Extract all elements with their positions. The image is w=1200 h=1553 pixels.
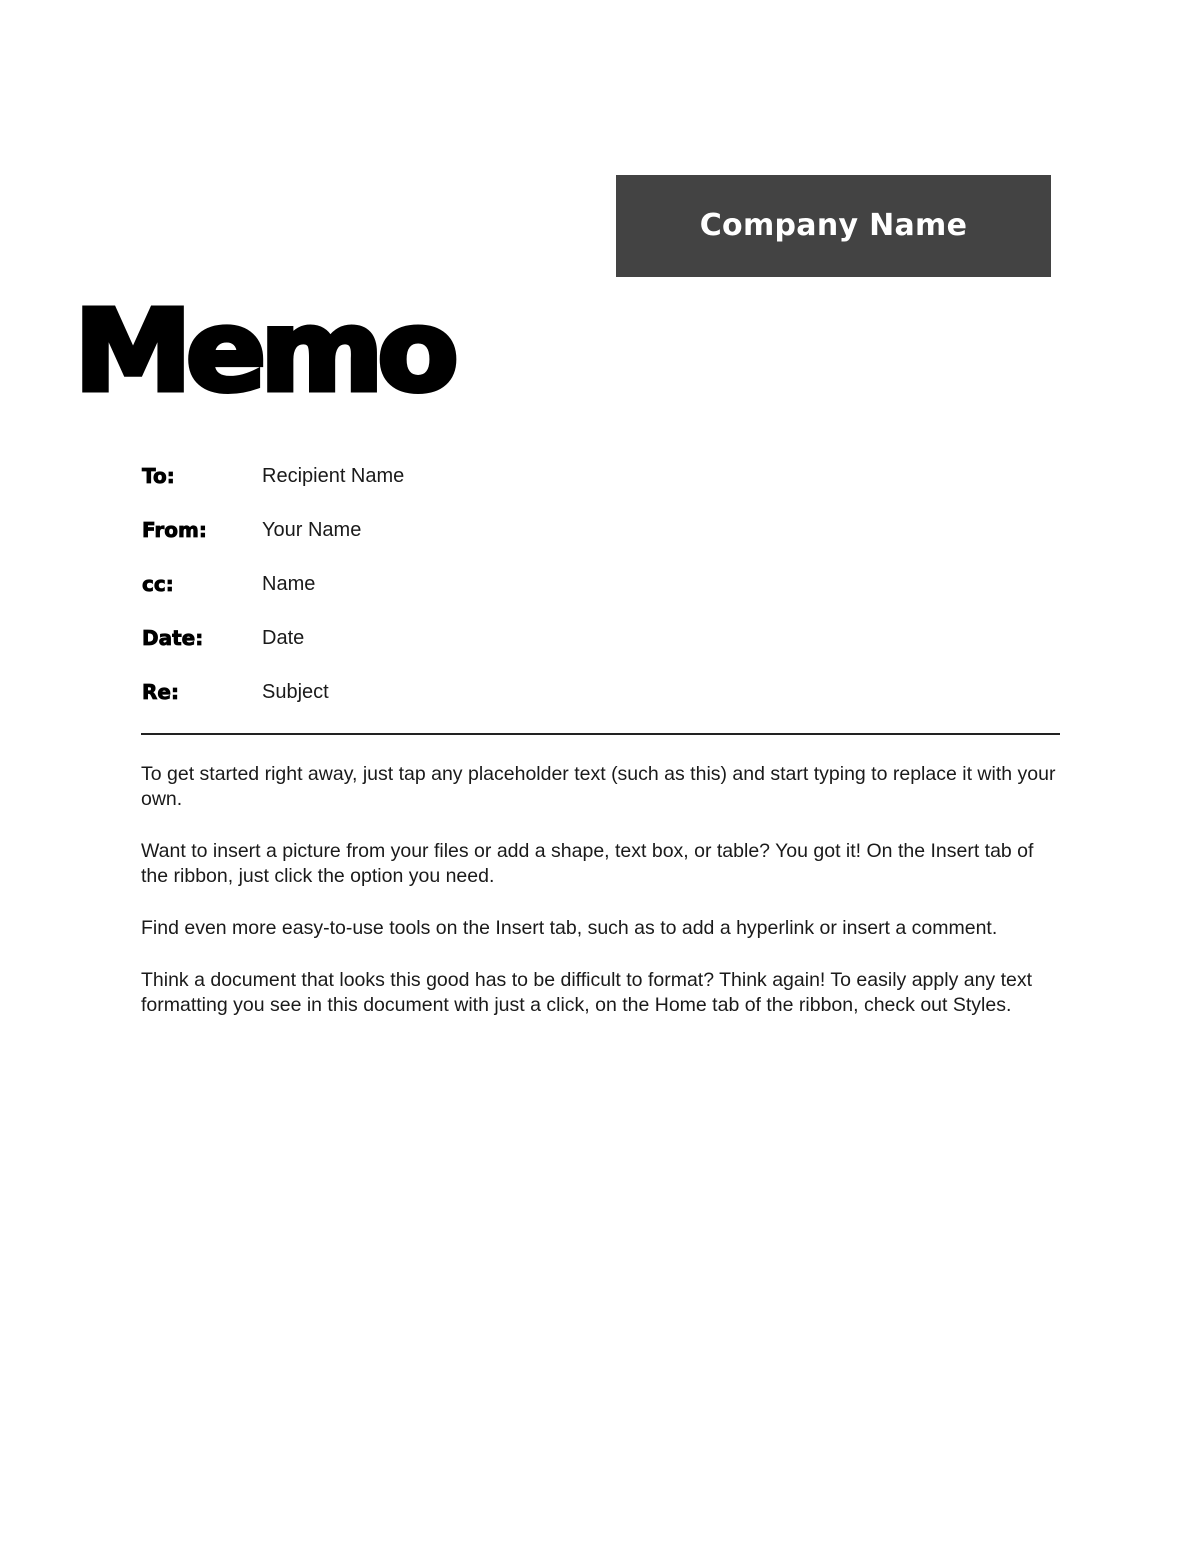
cc-value[interactable]: Name xyxy=(262,573,316,595)
memo-body xyxy=(141,762,1061,1045)
cc-field-row xyxy=(142,570,842,624)
from-value[interactable]: Your Name xyxy=(262,519,362,541)
re-label: Re: xyxy=(142,680,179,704)
header-divider xyxy=(141,733,1060,735)
memo-header-fields xyxy=(142,462,842,732)
company-name-banner[interactable] xyxy=(616,175,1051,277)
date-label: Date: xyxy=(142,626,204,650)
date-field-row xyxy=(142,624,842,678)
body-paragraph[interactable]: Think a document that looks this good has to be difficult to format? Think again! To easily apply any text formatting you see in this document with just a click, on the Home tab of the ribbon, check out Styles. xyxy=(141,969,1033,1016)
to-label: To: xyxy=(142,464,175,488)
to-value[interactable]: Recipient Name xyxy=(262,465,405,487)
memo-title: Memo xyxy=(74,287,453,417)
date-value[interactable]: Date xyxy=(262,627,305,649)
from-label: From: xyxy=(142,518,207,542)
re-field-row xyxy=(142,678,842,732)
to-field-row xyxy=(142,462,842,516)
body-paragraph[interactable]: Want to insert a picture from your files or add a shape, text box, or table? You got it! On the Insert tab of the ribbon, just click the option you need. xyxy=(141,840,1034,887)
body-paragraph[interactable]: Find even more easy-to-use tools on the Insert tab, such as to add a hyperlink or insert a comment. xyxy=(141,917,998,939)
re-value[interactable]: Subject xyxy=(262,681,329,703)
company-name[interactable]: Company Name xyxy=(699,207,968,243)
body-paragraph[interactable]: To get started right away, just tap any placeholder text (such as this) and start typing to replace it with your own. xyxy=(141,763,1056,810)
from-field-row xyxy=(142,516,842,570)
cc-label: cc: xyxy=(142,572,174,596)
